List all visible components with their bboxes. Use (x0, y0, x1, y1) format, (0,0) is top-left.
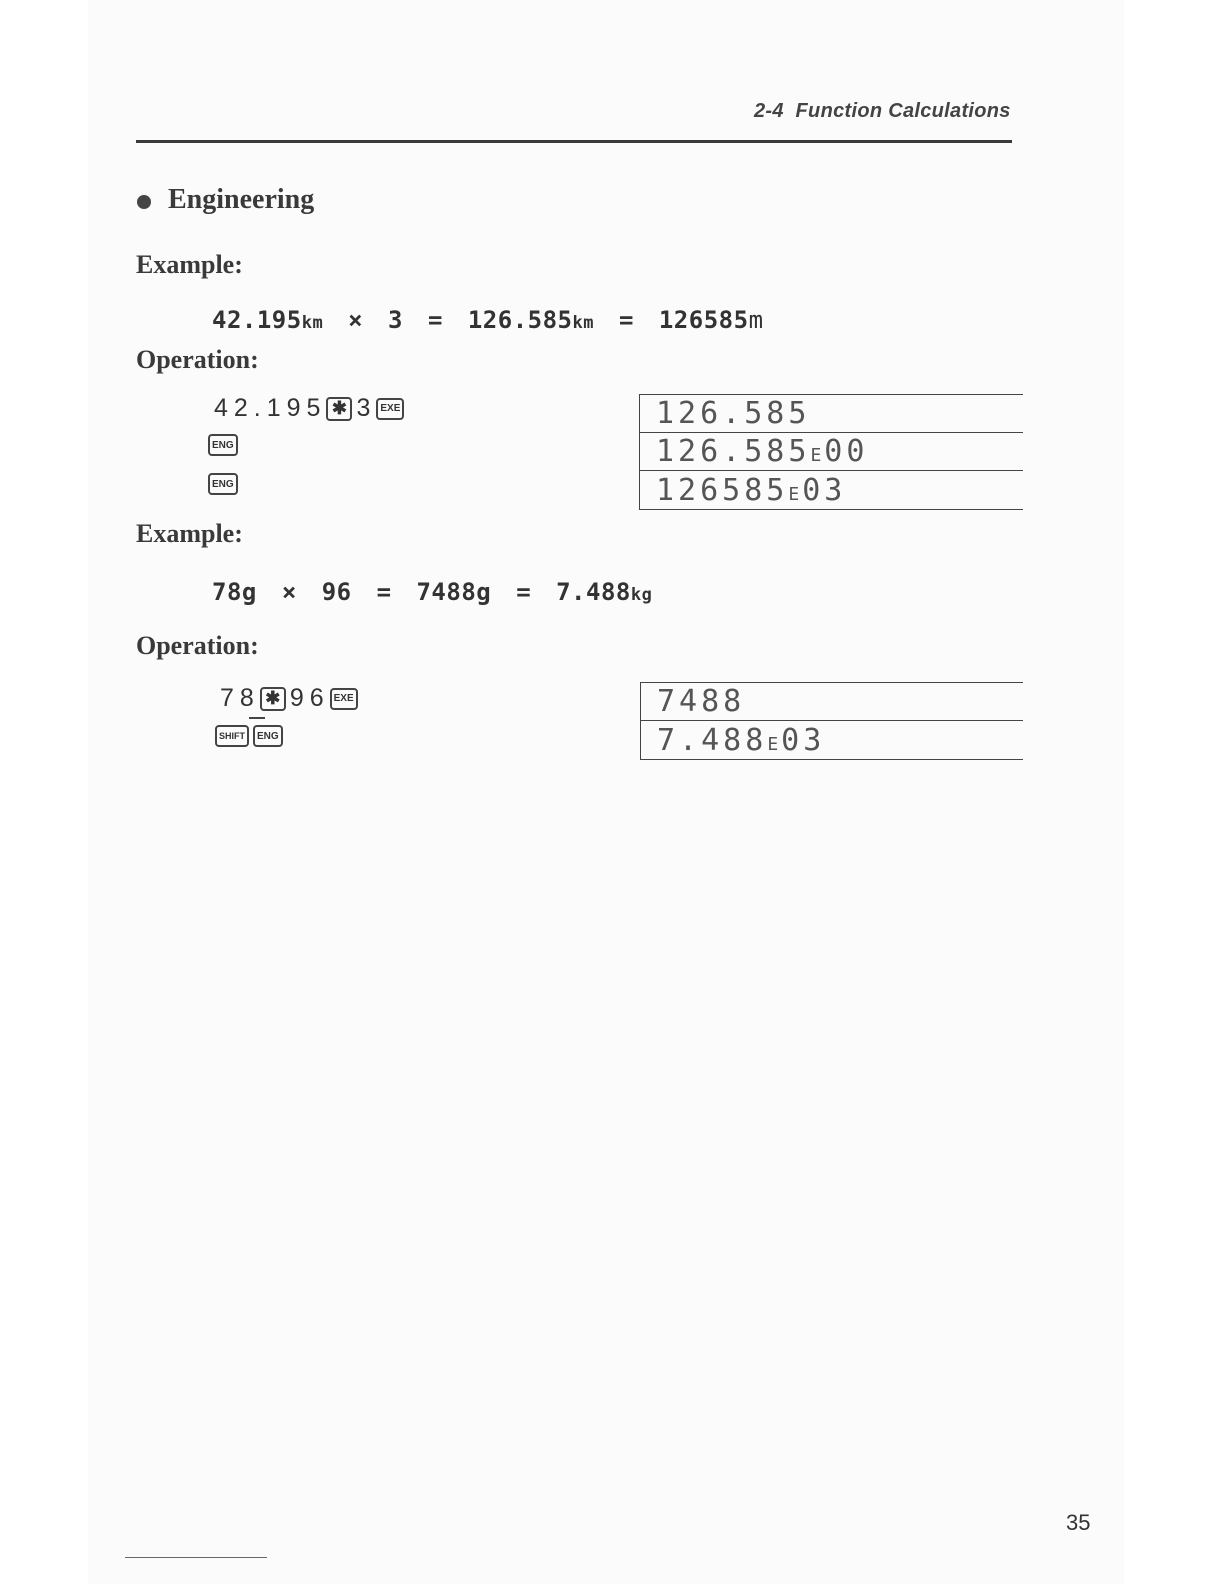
equation-2: 78g × 96 = 7488g = 7.488kg (212, 578, 653, 606)
running-header (754, 100, 1011, 123)
example-label-2: Example: (136, 519, 243, 548)
display-row: 7488 (641, 683, 1023, 721)
eng-key-icon: ENG (253, 725, 283, 747)
exe-key-icon: EXE (376, 398, 404, 420)
bottom-rule (125, 1557, 267, 1558)
display-row: 126.585E00 (640, 433, 1023, 471)
calculator-display-1 (639, 394, 1023, 510)
multiply-key-icon: ✱ (326, 397, 352, 421)
example-label-1: Example: (136, 250, 243, 279)
calculator-display-2 (640, 682, 1023, 760)
exe-key-icon: EXE (330, 688, 358, 710)
manual-page (88, 0, 1124, 1584)
section-number: 2-4 (754, 100, 784, 122)
display-row: 126585E03 (656, 472, 847, 508)
display-row: 126.585 (640, 395, 1023, 433)
key-sequence-1-3 (208, 473, 242, 495)
page-number: 35 (1066, 1510, 1091, 1535)
equation-1: 42.195km × 3 = 126.585km = 126585m (212, 306, 764, 334)
bullet-icon (137, 195, 151, 209)
header-rule (136, 140, 1012, 143)
key-sequence-1-1: 42.195 ✱ 3 EXE (214, 394, 408, 423)
eng-key-icon: ENG (208, 434, 238, 456)
eng-key-icon: ENG (208, 473, 238, 495)
key-sequence-2-1: 78 ✱ 96 EXE (220, 684, 362, 713)
multiply-key-icon: ✱ (260, 687, 286, 711)
operation-label-1: Operation: (136, 345, 259, 374)
operation-label-2: Operation: (136, 631, 259, 660)
section-heading: Function Calculations (795, 100, 1011, 122)
key-sequence-1-2 (208, 434, 242, 456)
shift-key-icon: SHIFT (215, 725, 249, 747)
section-title: Engineering (168, 184, 315, 215)
key-sequence-2-2 (215, 725, 287, 747)
display-row: 7.488E03 (657, 722, 826, 758)
shift-function-arrow-icon (249, 717, 265, 719)
